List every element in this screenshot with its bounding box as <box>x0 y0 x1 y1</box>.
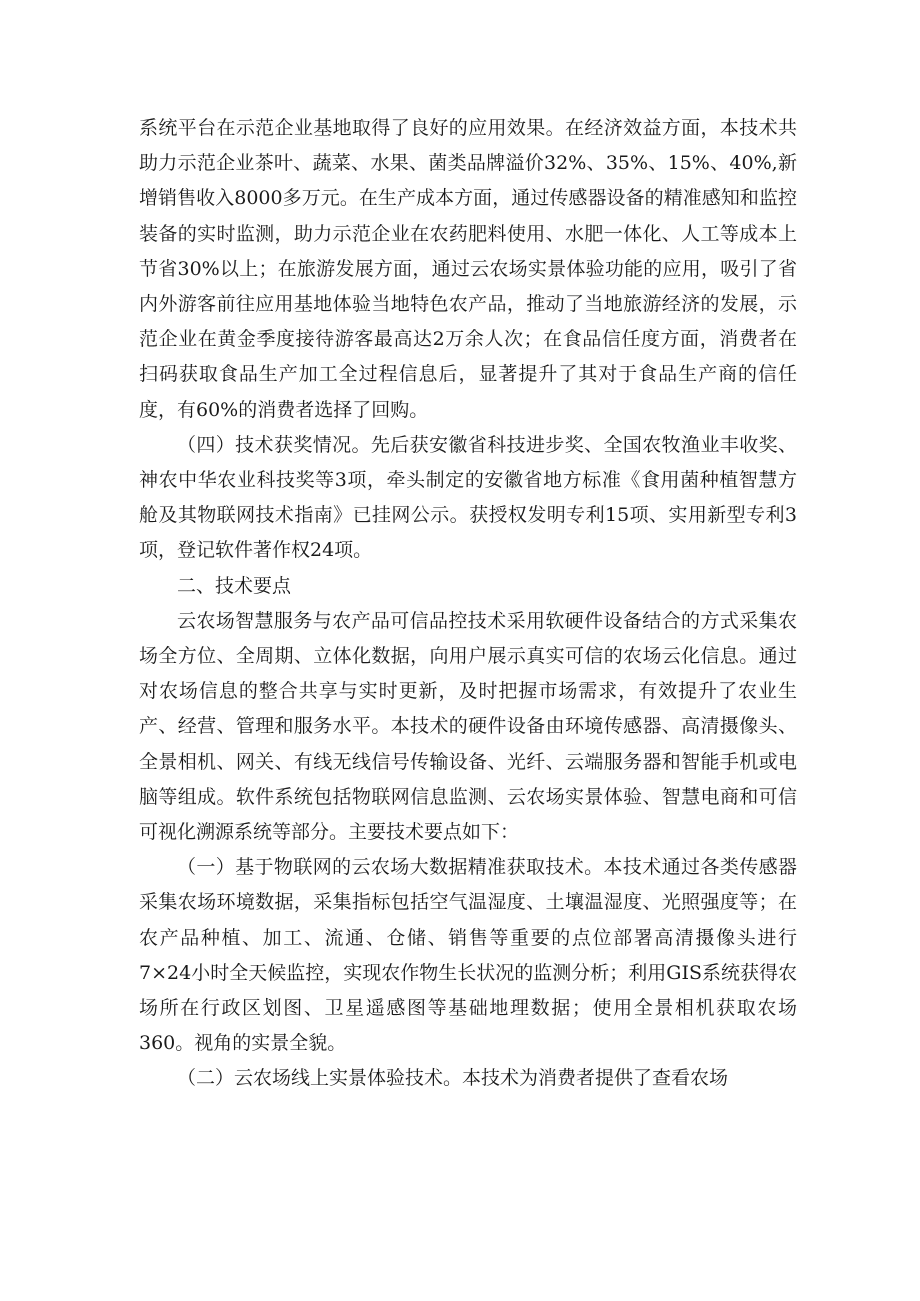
paragraph-online-experience: （二）云农场线上实景体验技术。本技术为消费者提供了查看农场 <box>177 1067 729 1090</box>
paragraph-awards: （四）技术获奖情况。先后获安徽省科技进步奖、全国农牧渔业丰收奖、神农中华农业科技奖等3项，牵头制定的安徽省地方标准《食用菌种植智慧方舱及其物联网技术指南》已挂网公示。获授权发明专利15项、实用新型专利3项，登记软件著作权24项。 <box>139 433 797 562</box>
document-body <box>139 111 797 1097</box>
paragraph-technical-overview: 云农场智慧服务与农产品可信品控技术采用软硬件设备结合的方式采集农场全方位、全周期、立体化数据，向用户展示真实可信的农场云化信息。通过对农场信息的整合共享与实时更新，及时把握市场需求，有效提升了农业生产、经营、管理和服务水平。本技术的硬件设备由环境传感器、高清摄像头、全景相机、网关、有线无线信号传输设备、光纤、云端服务器和智能手机或电脑等组成。软件系统包括物联网信息监测、云农场实景体验、智慧电商和可信可视化溯源系统等部分。主要技术要点如下： <box>139 609 797 844</box>
paragraph-iot-data-acquisition: （一）基于物联网的云农场大数据精准获取技术。本技术通过各类传感器采集农场环境数据，采集指标包括空气温湿度、土壤温湿度、光照强度等；在农产品种植、加工、流通、仓储、销售等重要的点位部署高清摄像头进行7×24小时全天候监控，实现农作物生长状况的监测分析；利用GIS系统获得农场所在行政区划图、卫星遥感图等基础地理数据；使用全景相机获取农场360。视角的实景全貌。 <box>139 856 797 1055</box>
paragraph-application-results: 系统平台在示范企业基地取得了良好的应用效果。在经济效益方面，本技术共助力示范企业茶叶、蔬菜、水果、菌类品牌溢价32%、35%、15%、40%,新增销售收入8000多万元。在生产成本方面，通过传感器设备的精准感知和监控装备的实时监测，助力示范企业在农药肥料使用、水肥一体化、人工等成本上节省30%以上；在旅游发展方面，通过云农场实景体验功能的应用，吸引了省内外游客前往应用基地体验当地特色农产品，推动了当地旅游经济的发展，示范企业在黄金季度接待游客最高达2万余人次；在食品信任度方面，消费者在扫码获取食品生产加工全过程信息后，显著提升了其对于食品生产商的信任度，有60%的消费者选择了回购。 <box>139 117 797 421</box>
section-heading-technical-points: 二、技术要点 <box>177 574 292 597</box>
